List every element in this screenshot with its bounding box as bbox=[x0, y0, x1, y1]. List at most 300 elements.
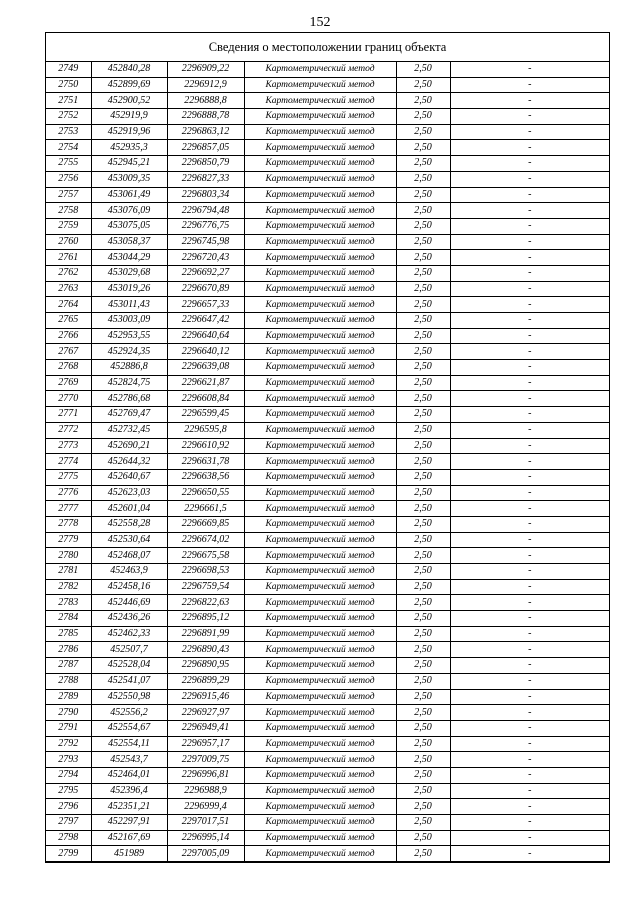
description-cell: - bbox=[450, 391, 609, 407]
point-number-cell: 2795 bbox=[46, 783, 91, 799]
description-cell: - bbox=[450, 171, 609, 187]
method-cell: Картометрический метод bbox=[244, 720, 396, 736]
accuracy-cell: 2,50 bbox=[396, 250, 450, 266]
y-coordinate-cell: 2296927,97 bbox=[167, 705, 244, 721]
table-row bbox=[46, 250, 609, 266]
table-row bbox=[46, 109, 609, 125]
point-number-cell: 2769 bbox=[46, 375, 91, 391]
x-coordinate-cell: 452919,96 bbox=[91, 124, 167, 140]
x-coordinate-cell: 452953,55 bbox=[91, 328, 167, 344]
description-cell: - bbox=[450, 611, 609, 627]
accuracy-cell: 2,50 bbox=[396, 171, 450, 187]
point-number-cell: 2790 bbox=[46, 705, 91, 721]
description-cell: - bbox=[450, 124, 609, 140]
table-row bbox=[46, 391, 609, 407]
table-row bbox=[46, 658, 609, 674]
y-coordinate-cell: 2297005,09 bbox=[167, 846, 244, 862]
x-coordinate-cell: 453058,37 bbox=[91, 234, 167, 250]
y-coordinate-cell: 2296909,22 bbox=[167, 62, 244, 77]
y-coordinate-cell: 2296895,12 bbox=[167, 611, 244, 627]
table-row bbox=[46, 375, 609, 391]
y-coordinate-cell: 2296640,12 bbox=[167, 344, 244, 360]
point-number-cell: 2765 bbox=[46, 313, 91, 329]
method-cell: Картометрический метод bbox=[244, 77, 396, 93]
table-row bbox=[46, 281, 609, 297]
x-coordinate-cell: 452396,4 bbox=[91, 783, 167, 799]
table-row bbox=[46, 203, 609, 219]
accuracy-cell: 2,50 bbox=[396, 422, 450, 438]
y-coordinate-cell: 2296621,87 bbox=[167, 375, 244, 391]
method-cell: Картометрический метод bbox=[244, 422, 396, 438]
point-number-cell: 2764 bbox=[46, 297, 91, 313]
y-coordinate-cell: 2296647,42 bbox=[167, 313, 244, 329]
page-number: 152 bbox=[309, 15, 331, 30]
accuracy-cell: 2,50 bbox=[396, 344, 450, 360]
accuracy-cell: 2,50 bbox=[396, 391, 450, 407]
table-row bbox=[46, 626, 609, 642]
accuracy-cell: 2,50 bbox=[396, 846, 450, 862]
table-row bbox=[46, 516, 609, 532]
x-coordinate-cell: 452554,11 bbox=[91, 736, 167, 752]
method-cell: Картометрический метод bbox=[244, 124, 396, 140]
method-cell: Картометрический метод bbox=[244, 564, 396, 580]
method-cell: Картометрический метод bbox=[244, 626, 396, 642]
y-coordinate-cell: 2296891,99 bbox=[167, 626, 244, 642]
table-row bbox=[46, 501, 609, 517]
description-cell: - bbox=[450, 469, 609, 485]
table-row bbox=[46, 611, 609, 627]
table-row bbox=[46, 438, 609, 454]
y-coordinate-cell: 2296638,56 bbox=[167, 469, 244, 485]
method-cell: Картометрический метод bbox=[244, 313, 396, 329]
x-coordinate-cell: 452458,16 bbox=[91, 579, 167, 595]
x-coordinate-cell: 453076,09 bbox=[91, 203, 167, 219]
x-coordinate-cell: 452468,07 bbox=[91, 548, 167, 564]
x-coordinate-cell: 452900,52 bbox=[91, 93, 167, 109]
description-cell: - bbox=[450, 548, 609, 564]
point-number-cell: 2759 bbox=[46, 218, 91, 234]
table-row bbox=[46, 407, 609, 423]
y-coordinate-cell: 2296776,75 bbox=[167, 218, 244, 234]
y-coordinate-cell: 2296827,33 bbox=[167, 171, 244, 187]
table-row bbox=[46, 830, 609, 846]
x-coordinate-cell: 452935,3 bbox=[91, 140, 167, 156]
description-cell: - bbox=[450, 156, 609, 172]
point-number-cell: 2798 bbox=[46, 830, 91, 846]
accuracy-cell: 2,50 bbox=[396, 548, 450, 564]
table-header: Сведения о местоположении границ объекта bbox=[46, 33, 609, 62]
x-coordinate-cell: 452840,28 bbox=[91, 62, 167, 77]
accuracy-cell: 2,50 bbox=[396, 485, 450, 501]
point-number-cell: 2774 bbox=[46, 454, 91, 470]
point-number-cell: 2770 bbox=[46, 391, 91, 407]
table-row bbox=[46, 313, 609, 329]
y-coordinate-cell: 2296698,53 bbox=[167, 564, 244, 580]
y-coordinate-cell: 2296640,64 bbox=[167, 328, 244, 344]
description-cell: - bbox=[450, 422, 609, 438]
boundary-table-frame bbox=[45, 32, 610, 863]
x-coordinate-cell: 453044,29 bbox=[91, 250, 167, 266]
accuracy-cell: 2,50 bbox=[396, 736, 450, 752]
y-coordinate-cell: 2296650,55 bbox=[167, 485, 244, 501]
x-coordinate-cell: 452541,07 bbox=[91, 673, 167, 689]
method-cell: Картометрический метод bbox=[244, 642, 396, 658]
accuracy-cell: 2,50 bbox=[396, 328, 450, 344]
accuracy-cell: 2,50 bbox=[396, 705, 450, 721]
y-coordinate-cell: 2296669,85 bbox=[167, 516, 244, 532]
accuracy-cell: 2,50 bbox=[396, 642, 450, 658]
description-cell: - bbox=[450, 705, 609, 721]
table-row bbox=[46, 767, 609, 783]
x-coordinate-cell: 453061,49 bbox=[91, 187, 167, 203]
method-cell: Картометрический метод bbox=[244, 360, 396, 376]
point-number-cell: 2775 bbox=[46, 469, 91, 485]
point-number-cell: 2791 bbox=[46, 720, 91, 736]
accuracy-cell: 2,50 bbox=[396, 516, 450, 532]
method-cell: Картометрический метод bbox=[244, 846, 396, 862]
y-coordinate-cell: 2296899,29 bbox=[167, 673, 244, 689]
x-coordinate-cell: 452550,98 bbox=[91, 689, 167, 705]
y-coordinate-cell: 2296888,78 bbox=[167, 109, 244, 125]
point-number-cell: 2750 bbox=[46, 77, 91, 93]
table-row bbox=[46, 234, 609, 250]
table-row bbox=[46, 344, 609, 360]
x-coordinate-cell: 452886,8 bbox=[91, 360, 167, 376]
point-number-cell: 2760 bbox=[46, 234, 91, 250]
description-cell: - bbox=[450, 689, 609, 705]
method-cell: Картометрический метод bbox=[244, 391, 396, 407]
y-coordinate-cell: 2296759,54 bbox=[167, 579, 244, 595]
description-cell: - bbox=[450, 297, 609, 313]
accuracy-cell: 2,50 bbox=[396, 265, 450, 281]
method-cell: Картометрический метод bbox=[244, 830, 396, 846]
x-coordinate-cell: 452543,7 bbox=[91, 752, 167, 768]
table-row bbox=[46, 171, 609, 187]
x-coordinate-cell: 452945,21 bbox=[91, 156, 167, 172]
table-row bbox=[46, 579, 609, 595]
description-cell: - bbox=[450, 375, 609, 391]
description-cell: - bbox=[450, 830, 609, 846]
y-coordinate-cell: 2296745,98 bbox=[167, 234, 244, 250]
table-row bbox=[46, 815, 609, 831]
accuracy-cell: 2,50 bbox=[396, 93, 450, 109]
y-coordinate-cell: 2296822,63 bbox=[167, 595, 244, 611]
accuracy-cell: 2,50 bbox=[396, 454, 450, 470]
accuracy-cell: 2,50 bbox=[396, 313, 450, 329]
point-number-cell: 2773 bbox=[46, 438, 91, 454]
table-row bbox=[46, 689, 609, 705]
accuracy-cell: 2,50 bbox=[396, 140, 450, 156]
description-cell: - bbox=[450, 234, 609, 250]
accuracy-cell: 2,50 bbox=[396, 673, 450, 689]
accuracy-cell: 2,50 bbox=[396, 579, 450, 595]
point-number-cell: 2749 bbox=[46, 62, 91, 77]
table-row bbox=[46, 642, 609, 658]
x-coordinate-cell: 452769,47 bbox=[91, 407, 167, 423]
point-number-cell: 2755 bbox=[46, 156, 91, 172]
table-row bbox=[46, 485, 609, 501]
point-number-cell: 2776 bbox=[46, 485, 91, 501]
method-cell: Картометрический метод bbox=[244, 815, 396, 831]
y-coordinate-cell: 2296995,14 bbox=[167, 830, 244, 846]
x-coordinate-cell: 452530,64 bbox=[91, 532, 167, 548]
coordinates-table-body bbox=[46, 62, 609, 862]
method-cell: Картометрический метод bbox=[244, 109, 396, 125]
point-number-cell: 2757 bbox=[46, 187, 91, 203]
point-number-cell: 2792 bbox=[46, 736, 91, 752]
method-cell: Картометрический метод bbox=[244, 375, 396, 391]
accuracy-cell: 2,50 bbox=[396, 720, 450, 736]
method-cell: Картометрический метод bbox=[244, 203, 396, 219]
y-coordinate-cell: 2296674,02 bbox=[167, 532, 244, 548]
description-cell: - bbox=[450, 187, 609, 203]
x-coordinate-cell: 452558,28 bbox=[91, 516, 167, 532]
y-coordinate-cell: 2296996,81 bbox=[167, 767, 244, 783]
description-cell: - bbox=[450, 77, 609, 93]
y-coordinate-cell: 2296670,89 bbox=[167, 281, 244, 297]
description-cell: - bbox=[450, 281, 609, 297]
method-cell: Картометрический метод bbox=[244, 93, 396, 109]
description-cell: - bbox=[450, 407, 609, 423]
method-cell: Картометрический метод bbox=[244, 705, 396, 721]
y-coordinate-cell: 2297017,51 bbox=[167, 815, 244, 831]
x-coordinate-cell: 452640,67 bbox=[91, 469, 167, 485]
y-coordinate-cell: 2296675,58 bbox=[167, 548, 244, 564]
x-coordinate-cell: 452919,9 bbox=[91, 109, 167, 125]
accuracy-cell: 2,50 bbox=[396, 203, 450, 219]
accuracy-cell: 2,50 bbox=[396, 187, 450, 203]
description-cell: - bbox=[450, 250, 609, 266]
method-cell: Картометрический метод bbox=[244, 140, 396, 156]
point-number-cell: 2784 bbox=[46, 611, 91, 627]
x-coordinate-cell: 452507,7 bbox=[91, 642, 167, 658]
method-cell: Картометрический метод bbox=[244, 469, 396, 485]
method-cell: Картометрический метод bbox=[244, 171, 396, 187]
point-number-cell: 2777 bbox=[46, 501, 91, 517]
accuracy-cell: 2,50 bbox=[396, 77, 450, 93]
point-number-cell: 2753 bbox=[46, 124, 91, 140]
point-number-cell: 2766 bbox=[46, 328, 91, 344]
accuracy-cell: 2,50 bbox=[396, 815, 450, 831]
accuracy-cell: 2,50 bbox=[396, 626, 450, 642]
accuracy-cell: 2,50 bbox=[396, 658, 450, 674]
description-cell: - bbox=[450, 313, 609, 329]
table-row bbox=[46, 77, 609, 93]
accuracy-cell: 2,50 bbox=[396, 297, 450, 313]
table-row bbox=[46, 564, 609, 580]
accuracy-cell: 2,50 bbox=[396, 124, 450, 140]
y-coordinate-cell: 2296890,95 bbox=[167, 658, 244, 674]
x-coordinate-cell: 452623,03 bbox=[91, 485, 167, 501]
method-cell: Картометрический метод bbox=[244, 297, 396, 313]
y-coordinate-cell: 2296857,05 bbox=[167, 140, 244, 156]
accuracy-cell: 2,50 bbox=[396, 689, 450, 705]
point-number-cell: 2751 bbox=[46, 93, 91, 109]
method-cell: Картометрический метод bbox=[244, 250, 396, 266]
description-cell: - bbox=[450, 62, 609, 77]
description-cell: - bbox=[450, 438, 609, 454]
x-coordinate-cell: 453009,35 bbox=[91, 171, 167, 187]
coordinates-table bbox=[46, 62, 609, 862]
accuracy-cell: 2,50 bbox=[396, 767, 450, 783]
accuracy-cell: 2,50 bbox=[396, 501, 450, 517]
table-row bbox=[46, 93, 609, 109]
method-cell: Картометрический метод bbox=[244, 548, 396, 564]
table-row bbox=[46, 595, 609, 611]
point-number-cell: 2789 bbox=[46, 689, 91, 705]
description-cell: - bbox=[450, 783, 609, 799]
point-number-cell: 2785 bbox=[46, 626, 91, 642]
accuracy-cell: 2,50 bbox=[396, 783, 450, 799]
x-coordinate-cell: 452464,01 bbox=[91, 767, 167, 783]
x-coordinate-cell: 452644,32 bbox=[91, 454, 167, 470]
accuracy-cell: 2,50 bbox=[396, 62, 450, 77]
description-cell: - bbox=[450, 767, 609, 783]
table-row bbox=[46, 548, 609, 564]
description-cell: - bbox=[450, 642, 609, 658]
description-cell: - bbox=[450, 203, 609, 219]
y-coordinate-cell: 2296657,33 bbox=[167, 297, 244, 313]
description-cell: - bbox=[450, 564, 609, 580]
table-row bbox=[46, 469, 609, 485]
table-row bbox=[46, 265, 609, 281]
point-number-cell: 2778 bbox=[46, 516, 91, 532]
point-number-cell: 2779 bbox=[46, 532, 91, 548]
point-number-cell: 2796 bbox=[46, 799, 91, 815]
description-cell: - bbox=[450, 799, 609, 815]
x-coordinate-cell: 452786,68 bbox=[91, 391, 167, 407]
x-coordinate-cell: 452824,75 bbox=[91, 375, 167, 391]
y-coordinate-cell: 2296863,12 bbox=[167, 124, 244, 140]
point-number-cell: 2780 bbox=[46, 548, 91, 564]
point-number-cell: 2788 bbox=[46, 673, 91, 689]
table-row bbox=[46, 846, 609, 862]
accuracy-cell: 2,50 bbox=[396, 438, 450, 454]
point-number-cell: 2787 bbox=[46, 658, 91, 674]
description-cell: - bbox=[450, 626, 609, 642]
table-row bbox=[46, 752, 609, 768]
description-cell: - bbox=[450, 454, 609, 470]
point-number-cell: 2763 bbox=[46, 281, 91, 297]
point-number-cell: 2797 bbox=[46, 815, 91, 831]
accuracy-cell: 2,50 bbox=[396, 469, 450, 485]
accuracy-cell: 2,50 bbox=[396, 752, 450, 768]
accuracy-cell: 2,50 bbox=[396, 532, 450, 548]
description-cell: - bbox=[450, 501, 609, 517]
y-coordinate-cell: 2296803,34 bbox=[167, 187, 244, 203]
method-cell: Картометрический метод bbox=[244, 595, 396, 611]
x-coordinate-cell: 453003,09 bbox=[91, 313, 167, 329]
point-number-cell: 2786 bbox=[46, 642, 91, 658]
description-cell: - bbox=[450, 360, 609, 376]
accuracy-cell: 2,50 bbox=[396, 799, 450, 815]
y-coordinate-cell: 2296692,27 bbox=[167, 265, 244, 281]
accuracy-cell: 2,50 bbox=[396, 218, 450, 234]
method-cell: Картометрический метод bbox=[244, 328, 396, 344]
y-coordinate-cell: 2296595,8 bbox=[167, 422, 244, 438]
description-cell: - bbox=[450, 344, 609, 360]
description-cell: - bbox=[450, 720, 609, 736]
accuracy-cell: 2,50 bbox=[396, 156, 450, 172]
y-coordinate-cell: 2296610,92 bbox=[167, 438, 244, 454]
table-row bbox=[46, 360, 609, 376]
method-cell: Картометрический метод bbox=[244, 783, 396, 799]
method-cell: Картометрический метод bbox=[244, 532, 396, 548]
method-cell: Картометрический метод bbox=[244, 736, 396, 752]
y-coordinate-cell: 2296599,45 bbox=[167, 407, 244, 423]
method-cell: Картометрический метод bbox=[244, 156, 396, 172]
table-row bbox=[46, 422, 609, 438]
table-row bbox=[46, 532, 609, 548]
description-cell: - bbox=[450, 485, 609, 501]
accuracy-cell: 2,50 bbox=[396, 564, 450, 580]
x-coordinate-cell: 452528,04 bbox=[91, 658, 167, 674]
description-cell: - bbox=[450, 265, 609, 281]
y-coordinate-cell: 2296890,43 bbox=[167, 642, 244, 658]
method-cell: Картометрический метод bbox=[244, 516, 396, 532]
table-row bbox=[46, 736, 609, 752]
description-cell: - bbox=[450, 846, 609, 862]
x-coordinate-cell: 452462,33 bbox=[91, 626, 167, 642]
point-number-cell: 2752 bbox=[46, 109, 91, 125]
x-coordinate-cell: 452899,69 bbox=[91, 77, 167, 93]
x-coordinate-cell: 452463,9 bbox=[91, 564, 167, 580]
point-number-cell: 2762 bbox=[46, 265, 91, 281]
accuracy-cell: 2,50 bbox=[396, 281, 450, 297]
description-cell: - bbox=[450, 579, 609, 595]
method-cell: Картометрический метод bbox=[244, 689, 396, 705]
y-coordinate-cell: 2296794,48 bbox=[167, 203, 244, 219]
table-row bbox=[46, 62, 609, 77]
accuracy-cell: 2,50 bbox=[396, 595, 450, 611]
description-cell: - bbox=[450, 658, 609, 674]
table-row bbox=[46, 673, 609, 689]
table-row bbox=[46, 328, 609, 344]
accuracy-cell: 2,50 bbox=[396, 234, 450, 250]
x-coordinate-cell: 452601,04 bbox=[91, 501, 167, 517]
accuracy-cell: 2,50 bbox=[396, 830, 450, 846]
point-number-cell: 2761 bbox=[46, 250, 91, 266]
method-cell: Картометрический метод bbox=[244, 611, 396, 627]
point-number-cell: 2772 bbox=[46, 422, 91, 438]
y-coordinate-cell: 2296912,9 bbox=[167, 77, 244, 93]
x-coordinate-cell: 452167,69 bbox=[91, 830, 167, 846]
description-cell: - bbox=[450, 736, 609, 752]
accuracy-cell: 2,50 bbox=[396, 360, 450, 376]
x-coordinate-cell: 453019,26 bbox=[91, 281, 167, 297]
table-row bbox=[46, 705, 609, 721]
table-row bbox=[46, 454, 609, 470]
point-number-cell: 2782 bbox=[46, 579, 91, 595]
description-cell: - bbox=[450, 752, 609, 768]
y-coordinate-cell: 2296949,41 bbox=[167, 720, 244, 736]
method-cell: Картометрический метод bbox=[244, 501, 396, 517]
table-row bbox=[46, 799, 609, 815]
method-cell: Картометрический метод bbox=[244, 407, 396, 423]
y-coordinate-cell: 2296631,78 bbox=[167, 454, 244, 470]
method-cell: Картометрический метод bbox=[244, 187, 396, 203]
x-coordinate-cell: 452732,45 bbox=[91, 422, 167, 438]
method-cell: Картометрический метод bbox=[244, 752, 396, 768]
method-cell: Картометрический метод bbox=[244, 344, 396, 360]
method-cell: Картометрический метод bbox=[244, 485, 396, 501]
x-coordinate-cell: 452297,91 bbox=[91, 815, 167, 831]
point-number-cell: 2793 bbox=[46, 752, 91, 768]
accuracy-cell: 2,50 bbox=[396, 109, 450, 125]
x-coordinate-cell: 451989 bbox=[91, 846, 167, 862]
y-coordinate-cell: 2296720,43 bbox=[167, 250, 244, 266]
x-coordinate-cell: 452446,69 bbox=[91, 595, 167, 611]
